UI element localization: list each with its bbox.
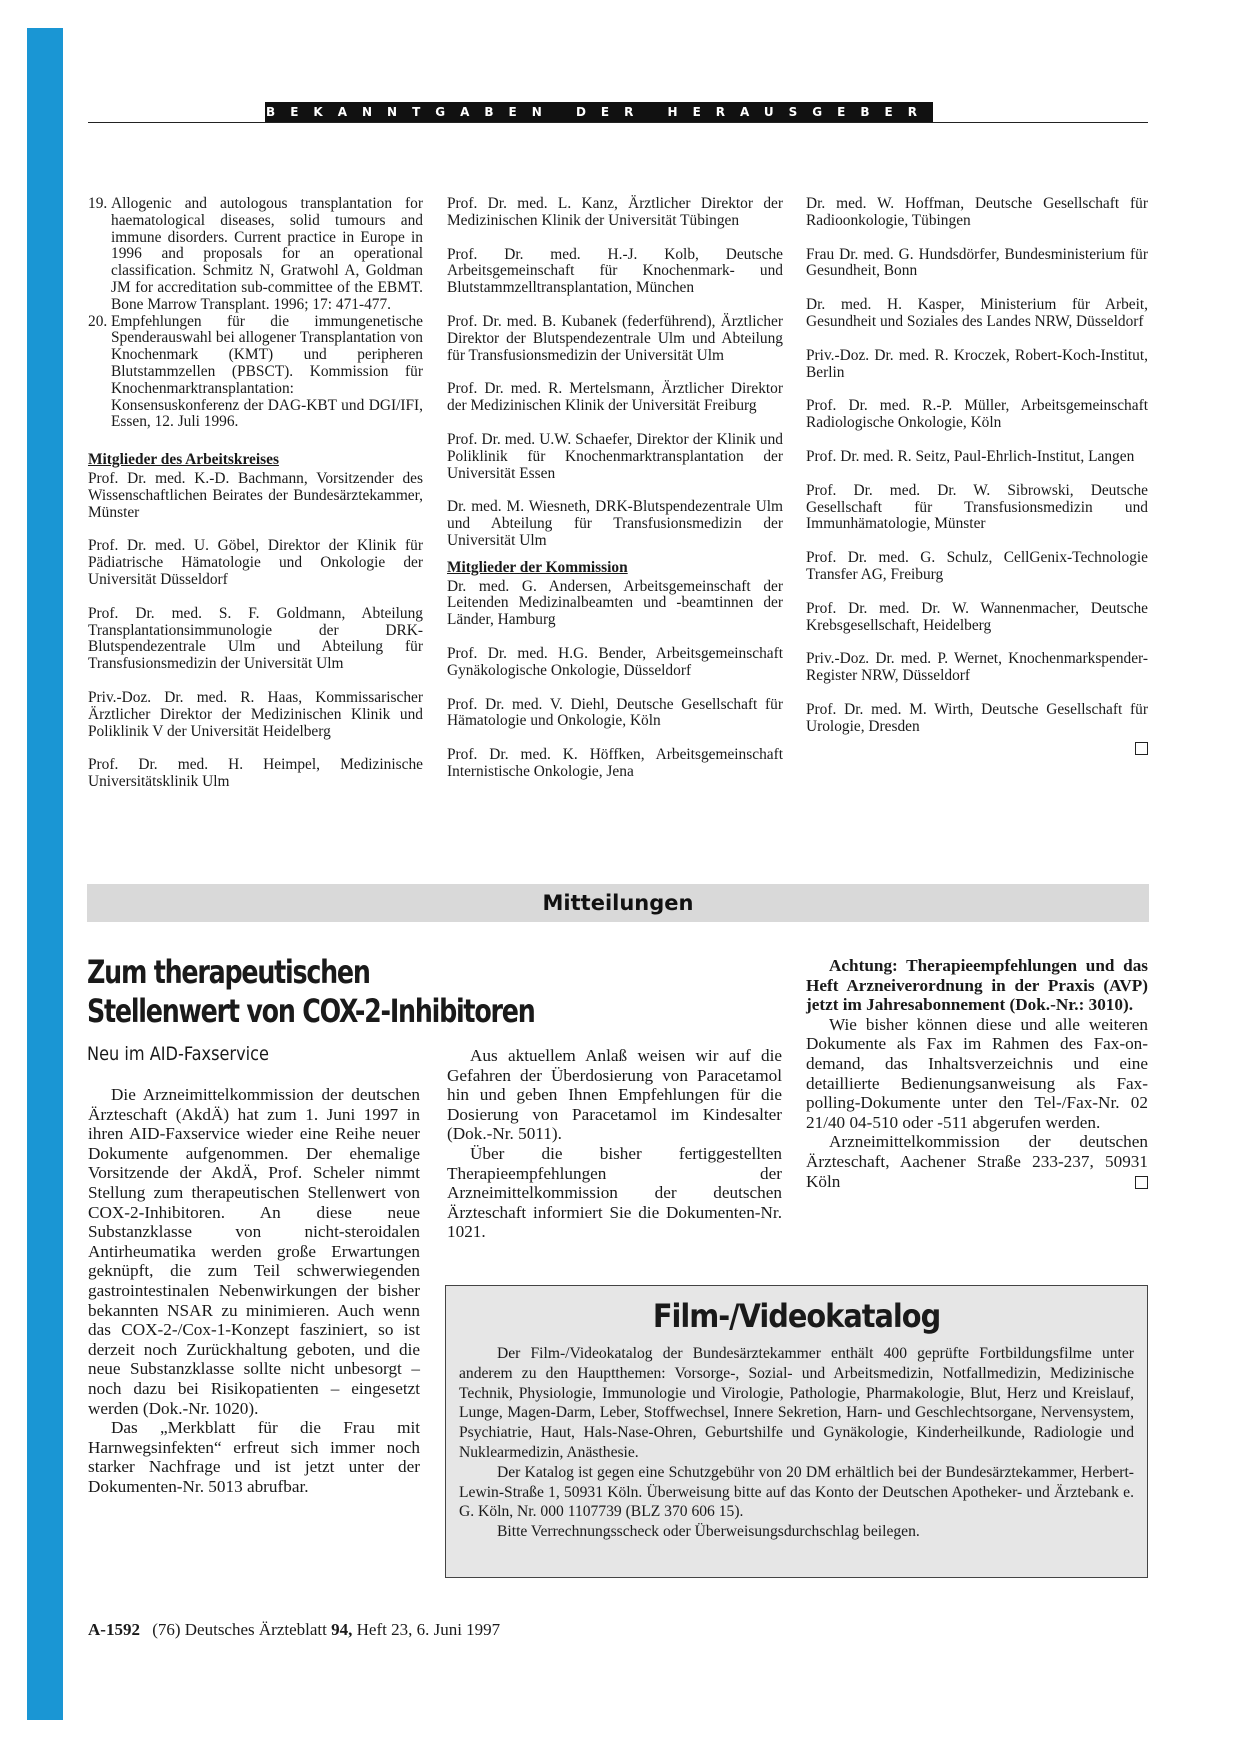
article-paragraph: Das „Merkblatt für die Frau mit Harnwegsinfekten“ erfreut sich immer noch starker Nachfrage und ist jetzt unter der Dokumenten-Nr. 5013 abrufbar. xyxy=(88,1418,420,1496)
member-entry: Prof. Dr. med. U.W. Schaefer, Direktor der Klinik und Poliklinik für Knochenmarktransplantation der Universität Essen xyxy=(447,430,783,482)
page-footer xyxy=(88,1620,500,1640)
member-entry: Priv.-Doz. Dr. med. R. Haas, Kommissarischer Ärztlicher Direktor der Medizinischen Klinik und Poliklinik V der Universität Heidelberg xyxy=(88,688,423,740)
article-column-3 xyxy=(806,956,1148,1191)
member-entry: Prof. Dr. med. H.G. Bender, Arbeitsgemeinschaft Gynäkologische Onkologie, Düsseldorf xyxy=(447,644,783,679)
article-paragraph: Über die bisher fertiggestellten Therapieempfehlungen der Arzneimittelkommission der deutschen Ärzteschaft informiert Sie die Dokumenten-Nr. 1021. xyxy=(447,1143,782,1242)
member-entry: Prof. Dr. med. R. Mertelsmann, Ärztlicher Direktor der Medizinischen Klinik der Universität Freiburg xyxy=(447,380,783,415)
film-catalog-box xyxy=(445,1285,1148,1578)
member-entry: Prof. Dr. med. M. Wirth, Deutsche Gesellschaft für Urologie, Dresden xyxy=(806,700,1148,735)
member-entry: Prof. Dr. med. K. Höffken, Arbeitsgemeinschaft Internistische Onkologie, Jena xyxy=(447,746,783,780)
article-column-2 xyxy=(447,1046,782,1242)
article-paragraph: Arzneimittelkommission der deutschen Ärzteschaft, Aachener Straße 233-237, 50931 Köln xyxy=(806,1132,1148,1191)
column-2 xyxy=(447,196,783,798)
end-square-icon xyxy=(1135,742,1148,755)
member-entry: Prof. Dr. med. R.-P. Müller, Arbeitsgemeinschaft Radiologische Onkologie, Köln xyxy=(806,397,1148,432)
section-band: Mitteilungen xyxy=(87,884,1149,922)
column-3 xyxy=(806,196,1148,758)
volume-number: 94, xyxy=(331,1620,353,1639)
article-title: Zum therapeutischen Stellenwert von COX-2-Inhibitoren xyxy=(87,953,535,1030)
member-entry: Prof. Dr. med. H. Heimpel, Medizinische Universitätsklinik Ulm xyxy=(88,756,423,791)
member-entry: Priv.-Doz. Dr. med. P. Wernet, Knochenmarkspender-Register NRW, Düsseldorf xyxy=(806,650,1148,685)
member-entry: Prof. Dr. med. B. Kubanek (federführend), Ärztlicher Direktor der Blutspendezentrale Ulm und Abteilung für Transfusionsmedizin der Universität Ulm xyxy=(447,312,783,364)
member-entry: Prof. Dr. med. U. Göbel, Direktor der Klinik für Pädiatrische Hämatologie und Onkologie der Universität Düsseldorf xyxy=(88,537,423,588)
end-square-icon xyxy=(1135,1176,1148,1189)
kommission-heading: Mitglieder der Kommission xyxy=(447,558,628,576)
member-entry: Dr. med. G. Andersen, Arbeitsgemeinschaft der Leitenden Medizinalbeamten und -beamtinnen der Länder, Hamburg xyxy=(447,577,783,629)
arbeitskreis-heading: Mitglieder des Arbeitskreises xyxy=(88,451,279,469)
header-rule xyxy=(88,122,1148,123)
article-paragraph: Die Arzneimittelkommission der deutschen Ärzteschaft (AkdÄ) hat zum 1. Juni 1997 in ihren AID-Faxservice wieder eine Reihe neuer Dokumente aufgenommen. Der ehemalige Vorsitzende der AkdÄ, Prof. Scheler nimmt Stellung zum therapeutischen Stellenwert von COX-2-Inhibitoren. An diese neue Substanzklasse von nicht-steroidalen Antirheumatika werden große Erwartungen geknüpft, die zum Teil schwerwiegenden gastrointestinalen Nebenwirkungen der bisher bekannten NSAR zu minimieren. Auch wenn das COX-2-/Cox-1-Konzept fasziniert, so ist derzeit noch Zurückhaltung geboten, und die neue Substanzklasse sollte nicht unbesorgt – noch dazu bei Risikopatienten – eingesetzt werden (Dok.-Nr. 1020). xyxy=(88,1085,420,1418)
member-entry: Prof. Dr. med. H.-J. Kolb, Deutsche Arbeitsgemeinschaft für Knochenmark- und Blutstammzelltransplantation, München xyxy=(447,245,783,297)
film-paragraph: Bitte Verrechnungsscheck oder Überweisungsdurchschlag beilegen. xyxy=(497,1523,920,1541)
reference-item: 20. Empfehlungen für die immungenetische Spenderauswahl bei allogener Transplantation von Knochenmark (KMT) und peripheren Blutstammzellen (PBSCT). Kommission für Knochenmarktransplantation: Konsensuskonferenz der DAG-KBT und DGI/IFI, Essen, 12. Juli 1996. xyxy=(88,312,423,431)
accent-bar xyxy=(27,28,63,1720)
member-entry: Prof. Dr. med. Dr. W. Wannenmacher, Deutsche Krebsgesellschaft, Heidelberg xyxy=(806,599,1148,634)
issue-label: (76) Deutsches Ärzteblatt xyxy=(152,1620,327,1639)
member-entry: Dr. med. H. Kasper, Ministerium für Arbeit, Gesundheit und Soziales des Landes NRW, Düsseldorf xyxy=(806,296,1148,330)
film-paragraph: Der Film-/Videokatalog der Bundesärztekammer enthält 400 geprüfte Fortbildungsfilme unter anderem zu den Hauptthemen: Vorsorge-, Sozial- und Arbeitsmedizin, Notfallmedizin, Medizinische Technik, Physiologie, Immunologie und Virologie, Pathologie, Pharmakologie, Blut, Herz und Kreislauf, Lunge, Magen-Darm, Leber, Stoffwechsel, Innere Sekretion, Harn- und Geschlechtsorgane, Nervensystem, Psychiatrie, Haut, Hals-Nase-Ohren, Geburtshilfe und Gynäkologie, Kinderheilkunde, Radiologie und Nuklearmedizin, Anästhesie. xyxy=(459,1345,1134,1461)
member-entry: Dr. med. M. Wiesneth, DRK-Blutspendezentrale Ulm und Abteilung für Transfusionsmedizin der Universität Ulm xyxy=(447,498,783,549)
member-entry: Prof. Dr. med. R. Seitz, Paul-Ehrlich-Institut, Langen xyxy=(806,447,1135,465)
section-banner: BEKANNTGABEN DER HERAUSGEBER xyxy=(265,102,933,122)
article-column-1 xyxy=(88,1085,420,1496)
member-entry: Frau Dr. med. G. Hundsdörfer, Bundesministerium für Gesundheit, Bonn xyxy=(806,245,1148,280)
member-entry: Dr. med. W. Hoffman, Deutsche Gesellschaft für Radioonkologie, Tübingen xyxy=(806,195,1148,229)
member-entry: Priv.-Doz. Dr. med. R. Kroczek, Robert-Koch-Institut, Berlin xyxy=(806,346,1148,381)
article-notice: Achtung: Therapieempfehlungen und das Heft Arzneiverordnung in der Praxis (AVP) jetzt im Jahresabonnement (Dok.-Nr.: 3010). xyxy=(806,956,1148,1015)
issue-date: Heft 23, 6. Juni 1997 xyxy=(356,1620,501,1639)
article-paragraph: Wie bisher können diese und alle weiteren Dokumente als Fax im Rahmen des Fax-on-demand, das Inhaltsverzeichnis und eine detaillierte Bedienungsanweisung als Fax-polling-Dokumente unter den Tel-/Fax-Nr. 02 21/40 04-510 oder -511 abgerufen werden. xyxy=(806,1014,1148,1132)
film-catalog-title: Film-/Videokatalog xyxy=(652,1297,941,1335)
member-entry: Prof. Dr. med. L. Kanz, Ärztlicher Direktor der Medizinischen Klinik der Universität Tübingen xyxy=(447,195,783,229)
article-paragraph: Aus aktuellem Anlaß weisen wir auf die Gefahren der Überdosierung von Paracetamol hin und geben Ihnen Empfehlungen für die Dosierung von Paracetamol im Kindesalter (Dok.-Nr. 5011). xyxy=(447,1046,782,1144)
end-mark xyxy=(806,742,1148,759)
member-entry: Prof. Dr. med. S. F. Goldmann, Abteilung Transplantationsimmunologie der DRK-Blutspendezentrale Ulm und Abteilung für Transfusionsmedizin der Universität Ulm xyxy=(88,604,423,673)
column-1 xyxy=(88,196,423,808)
page-number: A-1592 xyxy=(88,1620,140,1639)
film-catalog-text xyxy=(459,1344,1134,1542)
member-entry: Prof. Dr. med. K.-D. Bachmann, Vorsitzender des Wissenschaftlichen Beirates der Bundesärztekammer, Münster xyxy=(88,469,423,521)
article-subtitle: Neu im AID-Faxservice xyxy=(87,1043,269,1065)
reference-item: 19. Allogenic and autologous transplantation for haematological diseases, solid tumours and immune disorders. Current practice in Europe in 1996 and proposals for an operational classification. Schmitz N, Gratwohl A, Goldman JM for accreditation sub-committee of the EBMT. Bone Marrow Transplant. 1996; 17: 471-477. xyxy=(88,195,423,313)
member-entry: Prof. Dr. med. G. Schulz, CellGenix-Technologie Transfer AG, Freiburg xyxy=(806,549,1148,583)
film-paragraph: Der Katalog ist gegen eine Schutzgebühr von 20 DM erhältlich bei der Bundesärztekammer, Herbert-Lewin-Straße 1, 50931 Köln. Überweisung bitte auf das Konto der Deutschen Apotheker- und Ärztebank e. G. Köln, Nr. 000 1107739 (BLZ 370 606 15). xyxy=(459,1463,1134,1521)
member-entry: Prof. Dr. med. Dr. W. Sibrowski, Deutsche Gesellschaft für Transfusionsmedizin und Immunhämatologie, Münster xyxy=(806,481,1148,533)
member-entry: Prof. Dr. med. V. Diehl, Deutsche Gesellschaft für Hämatologie und Onkologie, Köln xyxy=(447,695,783,730)
